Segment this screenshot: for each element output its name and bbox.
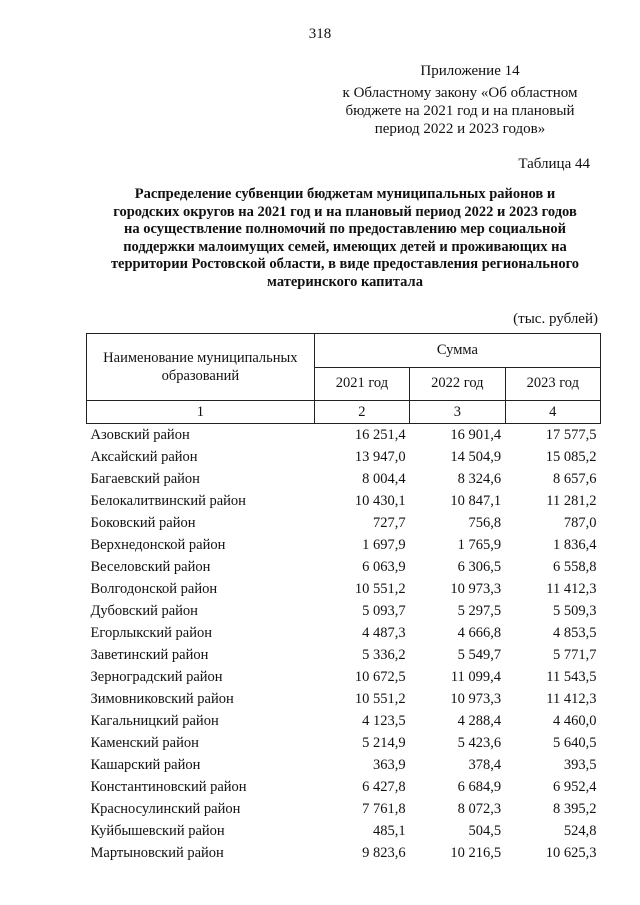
municipality-name-cell: Заветинский район [90, 646, 209, 663]
title-line: городских округов на 2021 год и на плановый период 2022 и 2023 годов [113, 203, 577, 220]
municipality-name-cell: Дубовский район [90, 602, 198, 619]
table-row [87, 424, 601, 447]
table-row [87, 446, 601, 468]
value-2023-cell: 5 509,3 [553, 602, 597, 619]
value-2021-cell: 10 551,2 [354, 690, 406, 707]
value-2023-cell: 11 543,5 [546, 668, 597, 685]
value-2022-cell: 8 324,6 [457, 470, 502, 487]
municipality-name-cell: Веселовский район [90, 558, 211, 575]
appendix-title: Приложение 14 [420, 63, 520, 79]
value-2021-cell: 6 427,8 [362, 778, 406, 795]
value-2022-cell: 8 072,3 [457, 800, 502, 817]
table-row [87, 578, 601, 600]
column-header-name [87, 334, 315, 401]
value-2021-cell: 13 947,0 [354, 448, 406, 465]
value-2021-cell: 727,7 [373, 514, 406, 531]
municipality-name-cell: Каменский район [90, 734, 199, 751]
value-2022-cell: 504,5 [468, 822, 502, 839]
table-row [87, 710, 601, 732]
value-2021-cell: 16 251,4 [354, 426, 406, 443]
title-line: на осуществление полномочий по предоставлению мер социальной [124, 221, 566, 237]
municipality-name-cell: Егорлыкский район [90, 624, 212, 641]
table-row [87, 732, 601, 754]
column-number: 2 [314, 401, 409, 424]
value-2022-cell: 10 973,3 [450, 580, 502, 597]
value-2023-cell: 10 625,3 [545, 844, 597, 861]
value-2022-cell: 16 901,4 [450, 426, 502, 443]
value-2022-cell: 756,8 [468, 514, 502, 531]
value-2022-cell: 6 684,9 [457, 778, 502, 795]
value-2023-cell: 11 281,2 [546, 492, 597, 509]
value-2021-cell: 10 551,2 [354, 580, 406, 597]
table-row [87, 688, 601, 710]
value-2021-cell: 5 093,7 [362, 602, 406, 619]
value-2022-cell: 11 099,4 [450, 668, 502, 685]
value-2023-cell: 17 577,5 [545, 426, 597, 443]
table-row [87, 842, 601, 864]
value-2023-cell: 4 460,0 [553, 712, 597, 729]
value-2022-cell: 14 504,9 [450, 448, 502, 465]
municipality-name-cell: Багаевский район [90, 470, 200, 487]
value-2022-cell: 378,4 [468, 756, 502, 773]
table-row [87, 754, 601, 776]
value-2021-cell: 4 123,5 [362, 712, 406, 729]
value-2023-cell: 4 853,5 [553, 624, 597, 641]
table-row [87, 556, 601, 578]
appendix-line: бюджете на 2021 год и на плановый [345, 103, 575, 119]
value-2022-cell: 5 297,5 [457, 602, 502, 619]
table-row [87, 666, 601, 688]
appendix-line: период 2022 и 2023 годов» [374, 121, 546, 137]
table-row [87, 644, 601, 666]
value-2021-cell: 1 697,9 [362, 536, 406, 553]
column-header-year: 2023 год [505, 367, 600, 401]
municipality-name-cell: Мартыновский район [90, 844, 224, 861]
value-2022-cell: 10 216,5 [450, 844, 502, 861]
value-2023-cell: 1 836,4 [553, 536, 597, 553]
value-2021-cell: 7 761,8 [362, 800, 406, 817]
value-2021-cell: 5 214,9 [362, 734, 406, 751]
municipality-name-cell: Зимовниковский район [90, 690, 234, 707]
table-row [87, 622, 601, 644]
value-2022-cell: 10 973,3 [450, 690, 502, 707]
value-2021-cell: 363,9 [373, 756, 406, 773]
table-row [87, 776, 601, 798]
document-title [90, 186, 600, 291]
municipality-name-cell: Кагальницкий район [90, 712, 219, 729]
municipality-name-cell: Волгодонской район [90, 580, 218, 597]
municipality-name-cell: Верхнедонской район [90, 536, 226, 553]
table-row [87, 512, 601, 534]
value-2021-cell: 4 487,3 [362, 624, 406, 641]
table-row [87, 600, 601, 622]
municipality-name-cell: Куйбышевский район [90, 822, 225, 839]
column-number: 1 [87, 401, 315, 424]
table-body [87, 424, 601, 865]
value-2023-cell: 6 952,4 [553, 778, 597, 795]
table-row [87, 534, 601, 556]
table-row [87, 798, 601, 820]
value-2022-cell: 4 666,8 [457, 624, 502, 641]
value-2023-cell: 8 657,6 [553, 470, 597, 487]
subvention-table [86, 333, 601, 864]
column-number: 3 [410, 401, 505, 424]
value-2023-cell: 393,5 [563, 756, 597, 773]
municipality-name-cell: Аксайский район [90, 448, 198, 465]
value-2022-cell: 5 423,6 [457, 734, 502, 751]
appendix-line: к Областному закону «Об областном [342, 85, 578, 101]
units-label: (тыс. рублей) [513, 311, 598, 327]
value-2023-cell: 5 771,7 [553, 646, 597, 663]
column-number: 4 [505, 401, 600, 424]
value-2021-cell: 10 430,1 [354, 492, 406, 509]
value-2023-cell: 11 412,3 [546, 580, 597, 597]
municipality-name-cell: Красносулинский район [90, 800, 241, 817]
value-2022-cell: 10 847,1 [450, 492, 502, 509]
value-2021-cell: 485,1 [373, 822, 406, 839]
value-2022-cell: 5 549,7 [457, 646, 502, 663]
column-header-name-line: образований [161, 368, 240, 384]
value-2023-cell: 11 412,3 [546, 690, 597, 707]
appendix-block [330, 62, 590, 138]
page-number: 318 [308, 26, 332, 42]
column-header-name-line: Наименование муниципальных [103, 350, 298, 366]
value-2022-cell: 4 288,4 [457, 712, 502, 729]
column-header-sum: Сумма [314, 334, 600, 368]
municipality-name-cell: Белокалитвинский район [90, 492, 246, 509]
table-row [87, 820, 601, 842]
column-header-year: 2022 год [410, 367, 505, 401]
municipality-name-cell: Азовский район [90, 426, 190, 443]
title-line: поддержки малоимущих семей, имеющих детей и проживающих на [123, 238, 567, 255]
municipality-name-cell: Константиновский район [90, 778, 247, 795]
municipality-name-cell: Боковский район [90, 514, 196, 531]
value-2023-cell: 6 558,8 [553, 558, 597, 575]
column-header-year: 2021 год [314, 367, 409, 401]
value-2022-cell: 6 306,5 [457, 558, 502, 575]
table-row [87, 490, 601, 512]
municipality-name-cell: Кашарский район [90, 756, 201, 773]
value-2021-cell: 9 823,6 [362, 844, 406, 861]
title-line: материнского капитала [267, 273, 423, 290]
value-2022-cell: 1 765,9 [457, 536, 502, 553]
municipality-name-cell: Зерноградский район [90, 668, 223, 685]
table-row [87, 468, 601, 490]
value-2023-cell: 524,8 [563, 822, 597, 839]
value-2021-cell: 10 672,5 [354, 668, 406, 685]
value-2021-cell: 6 063,9 [362, 558, 406, 575]
value-2023-cell: 787,0 [563, 514, 597, 531]
value-2023-cell: 8 395,2 [553, 800, 597, 817]
title-line: Распределение субвенции бюджетам муниципальных районов и [134, 186, 556, 202]
table-label: Таблица 44 [518, 156, 590, 172]
value-2021-cell: 8 004,4 [362, 470, 406, 487]
value-2023-cell: 15 085,2 [545, 448, 597, 465]
value-2021-cell: 5 336,2 [362, 646, 406, 663]
title-line: территории Ростовской области, в виде предоставления регионального [110, 256, 580, 272]
value-2023-cell: 5 640,5 [553, 734, 597, 751]
